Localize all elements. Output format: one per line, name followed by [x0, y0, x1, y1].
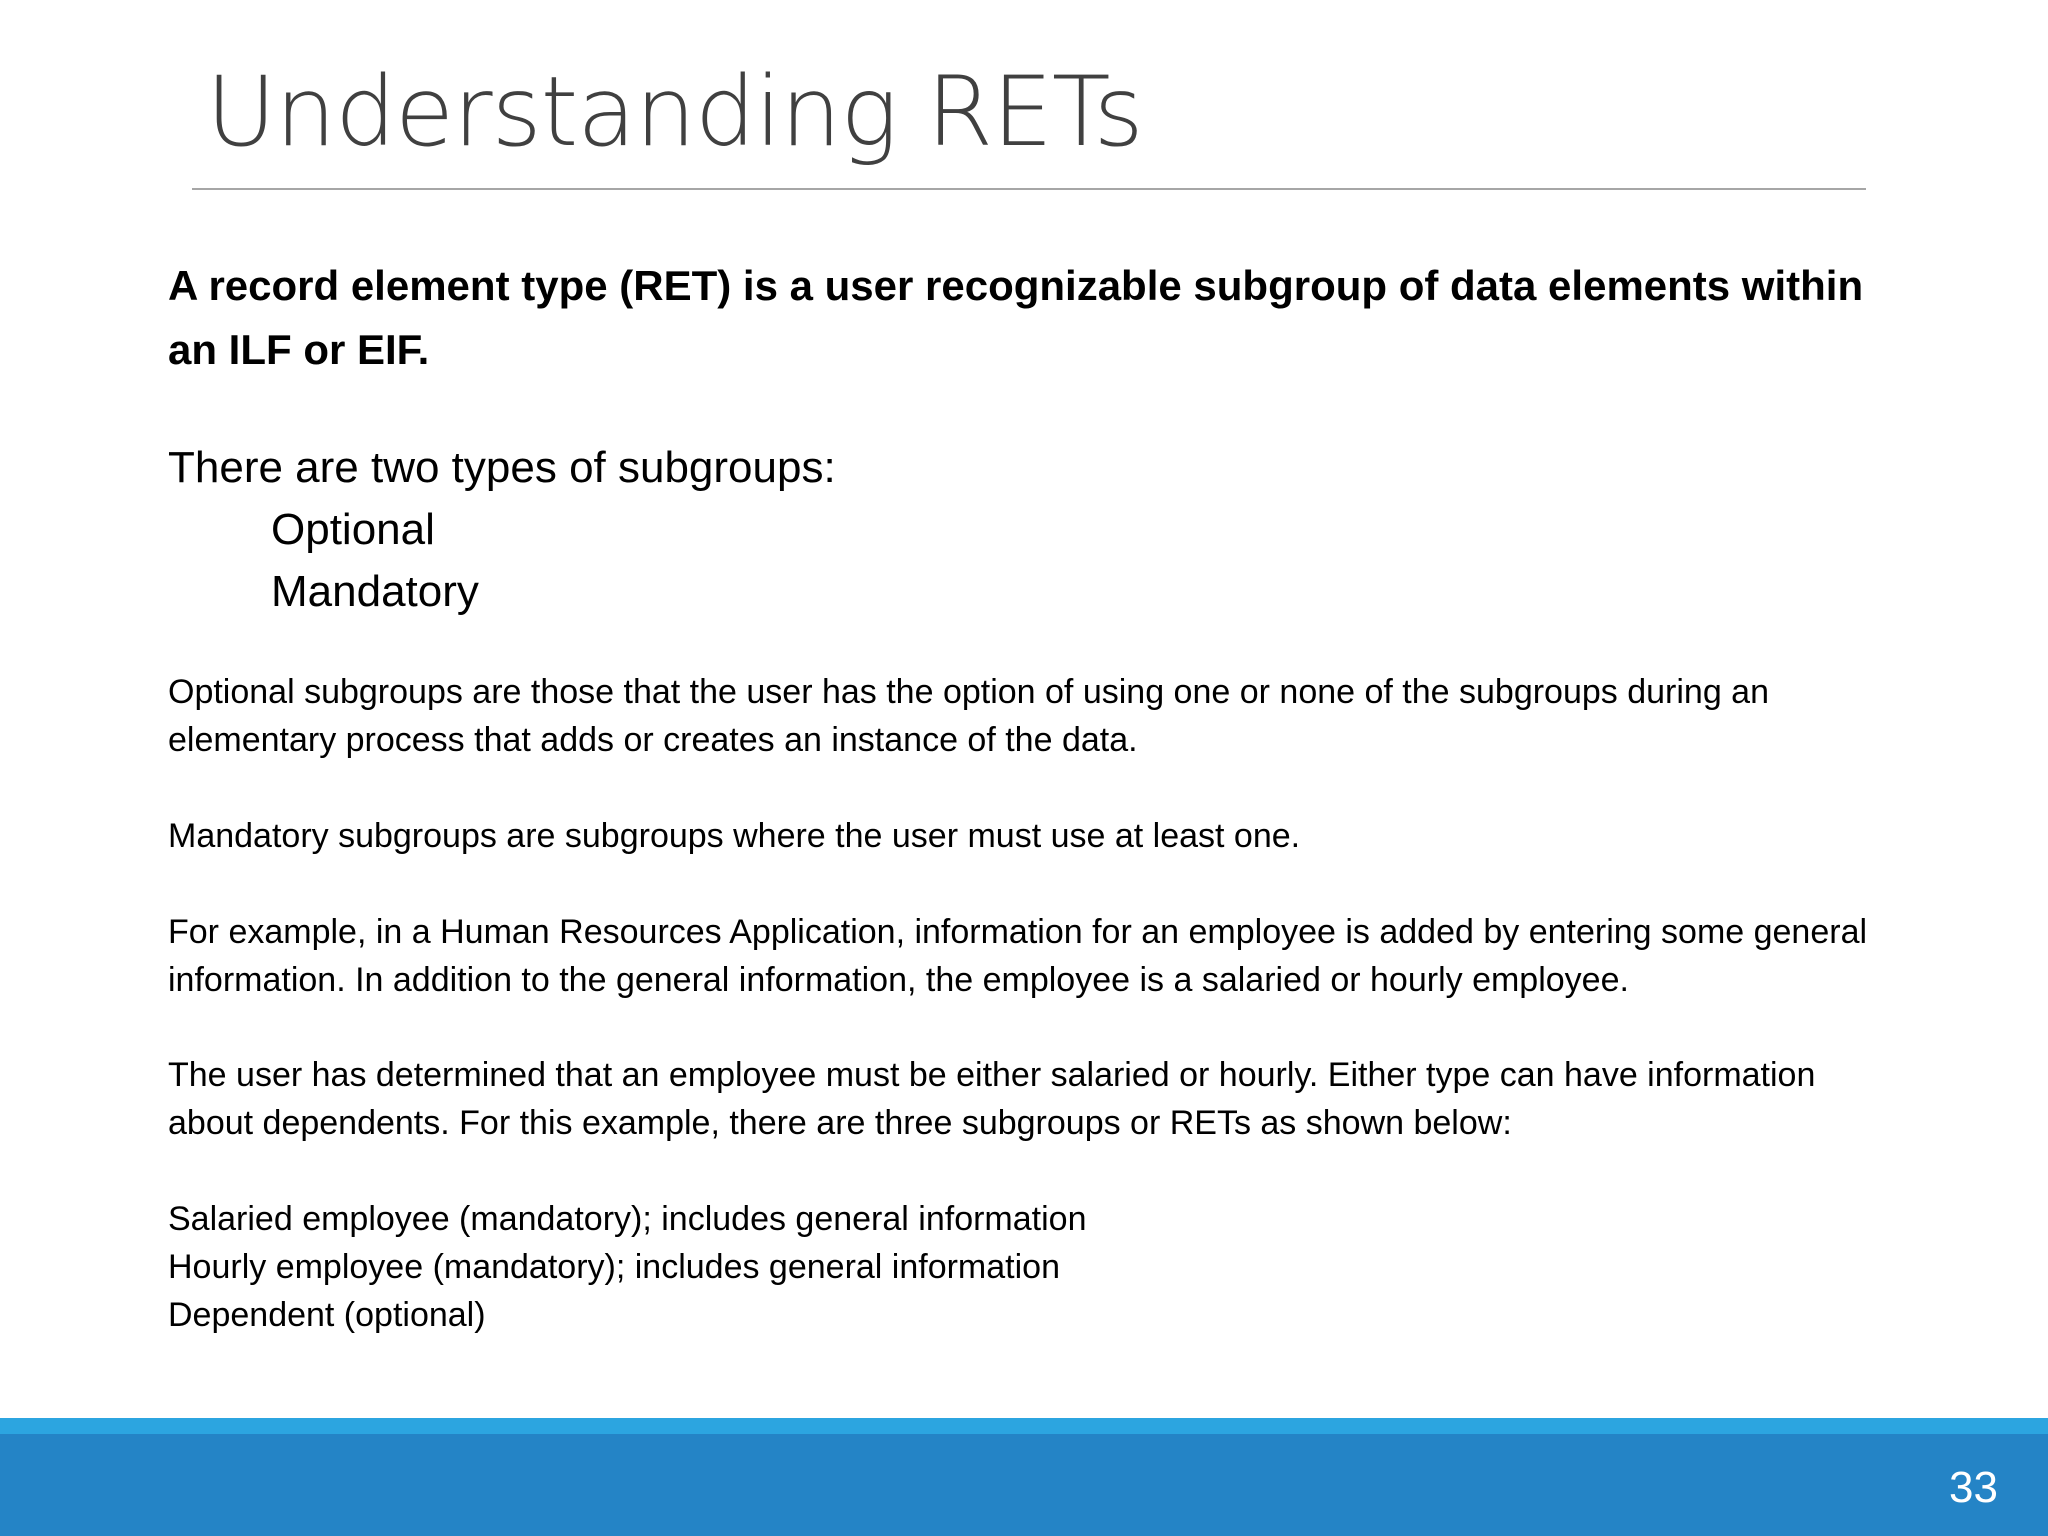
subgroup-types-heading: There are two types of subgroups: — [168, 443, 836, 492]
ret-list — [168, 1195, 1086, 1339]
optional-subgroups-paragraph: Optional subgroups are those that the user has the option of using one or none of the subgroups during an elementary process that adds or creates an instance of the data. — [168, 673, 1770, 759]
user-determination-paragraph: The user has determined that an employee must be either salaried or hourly. Either type can have information about dependents. For this example, there are three subgroups or RETs as shown below: — [168, 1056, 1816, 1142]
footer-accent-stripe — [0, 1418, 2048, 1434]
ret-definition: A record element type (RET) is a user recognizable subgroup of data elements within an ILF or EIF. — [168, 262, 1864, 373]
ret-list-item-salaried: Salaried employee (mandatory); includes general information — [168, 1200, 1087, 1238]
subgroup-type-mandatory: Mandatory — [271, 567, 479, 616]
mandatory-subgroups-paragraph: Mandatory subgroups are subgroups where the user must use at least one. — [168, 817, 1301, 855]
title-divider — [192, 188, 1866, 190]
subgroup-type-optional: Optional — [271, 505, 435, 554]
ret-list-item-dependent: Dependent (optional) — [168, 1296, 486, 1334]
ret-list-item-hourly: Hourly employee (mandatory); includes general information — [168, 1248, 1060, 1286]
slide-title: Understanding RETs — [206, 56, 1143, 168]
slide-number: 33 — [1949, 1463, 1998, 1512]
example-paragraph: For example, in a Human Resources Application, information for an employee is added by entering some general information. In addition to the general information, the employee is a salaried or hourly employee. — [168, 913, 1868, 999]
footer-bar — [0, 1434, 2048, 1536]
